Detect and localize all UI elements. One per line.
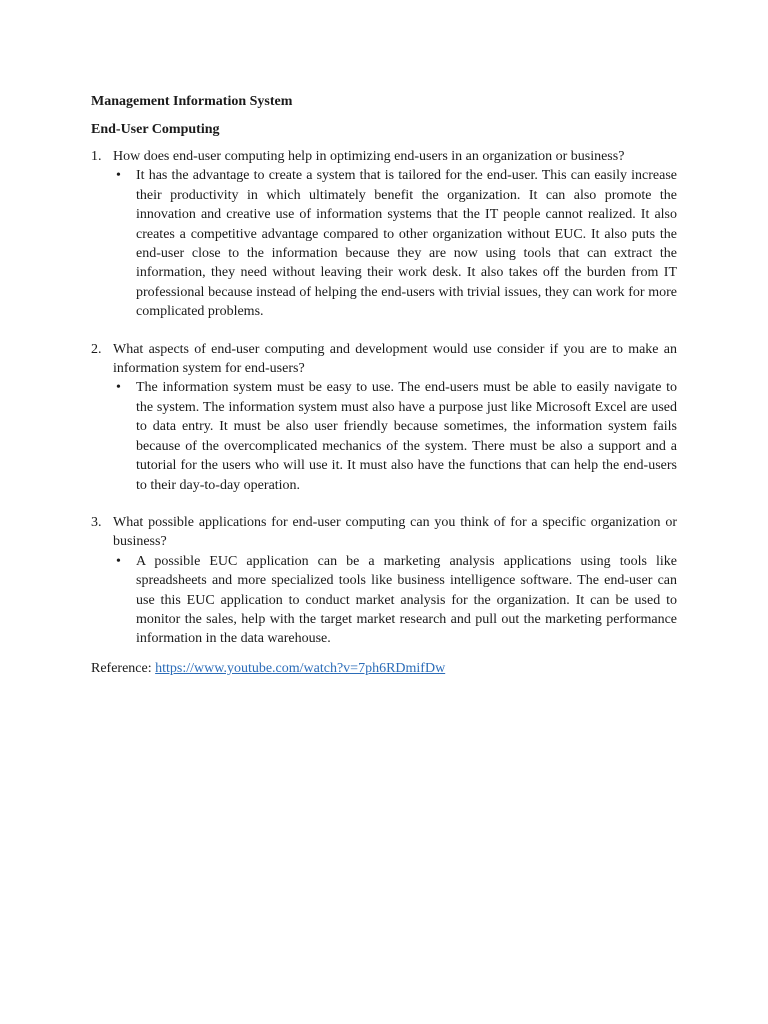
question-text: What possible applications for end-user computing can you think of for a specific organization or business? [113, 514, 677, 550]
question-item [91, 340, 677, 495]
answer-list [113, 552, 677, 649]
reference-line [91, 659, 677, 679]
question-item [91, 513, 677, 649]
question-list [91, 147, 677, 649]
question-text: How does end-user computing help in optimizing end-users in an organization or business? [113, 149, 625, 164]
reference-label: Reference: [91, 660, 156, 676]
section-title: End-User Computing [91, 122, 220, 137]
answer-text: The information system must be easy to use. The end-users must be able to easily navigate to the system. The information system must also have a purpose just like Microsoft Excel are used to data entry. It must be also user friendly because sometimes, the information system fails because of the overcomplicated mechanics of the system. There must be also a support and a tutorial for the users who will use it. It must also have the functions that can help the end-users to their day-to-day operation. [136, 380, 677, 493]
question-number: 3. [91, 514, 102, 530]
bullet-icon: • [116, 380, 121, 396]
bullet-icon: • [116, 168, 121, 184]
answer-list [113, 378, 677, 494]
question-number: 1. [91, 149, 102, 164]
answer-item [113, 552, 677, 649]
answer-item [113, 166, 677, 321]
question-item [91, 147, 677, 322]
answer-text: A possible EUC application can be a marketing analysis applications using tools like spreadsheets and more specialized tools like business intelligence software. The end-user can use this EUC application to conduct market analysis for the organization. It can be used to monitor the sales, help with the target market research and pull out the marketing performance information in the data warehouse. [136, 553, 677, 647]
reference-link[interactable]: https://www.youtube.com/watch?v=7ph6RDmifDw [155, 660, 446, 676]
document-page [91, 92, 677, 679]
document-title: Management Information System [91, 94, 293, 109]
bullet-icon: • [116, 553, 121, 569]
answer-text: It has the advantage to create a system that is tailored for the end-user. This can easily increase their productivity in which ultimately benefit the organization. It can also promote the innovation and creative use of information systems that the IT people cannot realized. It also creates a competitive advantage compared to other organization without EUC. It also puts the end-user close to the information because they are now using tools that can extract the information, they need without leaving their work desk. It also takes off the burden from IT professional because instead of helping the end-users with trivial issues, they can work for more complicated problems. [136, 168, 677, 320]
question-number: 2. [91, 341, 102, 357]
answer-item [113, 378, 677, 494]
question-text: What aspects of end-user computing and development would use consider if you are to make an information system for end-users? [113, 341, 677, 377]
answer-list [113, 166, 677, 321]
